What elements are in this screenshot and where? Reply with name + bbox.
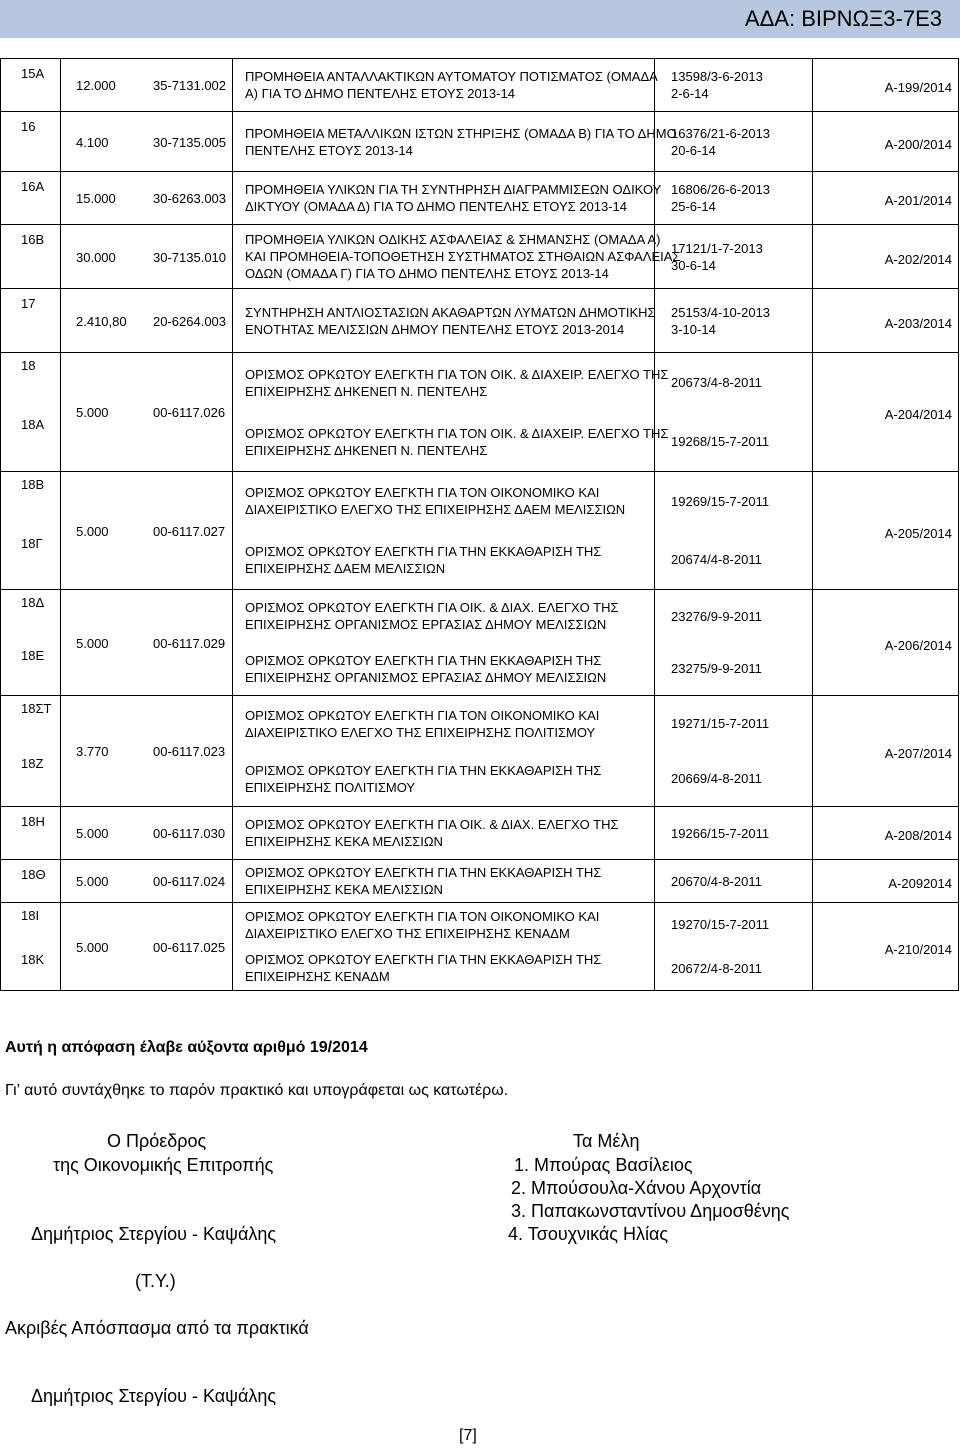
protocol-line: 19268/15-7-2011 <box>671 434 770 449</box>
amount: 2.410,80 <box>76 314 127 329</box>
protocol-line: 23276/9-9-2011 <box>671 609 762 624</box>
table-row <box>1 807 959 860</box>
item-description <box>245 762 601 796</box>
member-name: 1. Μπούρας Βασίλειος <box>514 1155 693 1175</box>
description-line: ΕΠΙΧΕΙΡΗΣΗΣ ΔΗΚΕΝΕΠ Ν. ΠΕΝΤΕΛΗΣ <box>245 384 488 399</box>
table-row <box>1 353 959 472</box>
protocol-line: 13598/3-6-2013 <box>671 69 763 84</box>
protocol-number <box>671 608 762 625</box>
description-line: ΕΠΙΧΕΙΡΗΣΗΣ ΠΟΛΙΤΙΣΜΟΥ <box>245 780 416 795</box>
president-committee: της Οικονομικής Επιτροπής <box>53 1155 274 1175</box>
protocol-line: 16806/26-6-2013 <box>671 182 771 197</box>
item-description <box>245 125 677 159</box>
description-line: ΟΡΙΣΜΟΣ ΟΡΚΩΤΟΥ ΕΛΕΓΚΤΗ ΓΙΑ ΟΙΚ. & ΔΙΑΧ. ΕΛΕΓΧΟ ΤΗΣ <box>245 817 619 832</box>
description-line: ΠΡΟΜΗΘΕΙΑ ΑΝΤΑΛΛΑΚΤΙΚΩΝ ΑΥΤΟΜΑΤΟΥ ΠΟΤΙΣΜΑΤΟΣ (ΟΜΑΔΑ <box>245 69 658 84</box>
reference-number: Α-207/2014 <box>884 746 952 761</box>
protocol-number <box>671 825 769 842</box>
item-description <box>245 707 599 741</box>
protocol-line: 20673/4-8-2011 <box>671 375 762 390</box>
item-description <box>245 304 656 338</box>
row-id: 15Α <box>21 66 45 81</box>
item-description <box>245 484 625 518</box>
item-description <box>245 816 619 850</box>
description-line: ΠΡΟΜΗΘΕΙΑ ΥΛΙΚΩΝ ΟΔΙΚΗΣ ΑΣΦΑΛΕΙΑΣ & ΣΗΜΑΝΣΗΣ (ΟΜΑΔΑ Α) <box>245 232 661 247</box>
row-id: 18Δ <box>21 595 45 610</box>
row-id: 18Ι <box>21 908 40 923</box>
description-line: ΟΡΙΣΜΟΣ ΟΡΚΩΤΟΥ ΕΛΕΓΚΤΗ ΓΙΑ ΤΟΝ ΟΙΚΟΝΟΜΙΚΟ ΚΑΙ <box>245 485 600 500</box>
description-line: ΟΡΙΣΜΟΣ ΟΡΚΩΤΟΥ ΕΛΕΓΚΤΗ ΓΙΑ ΤΗΝ ΕΚΚΑΘΑΡΙΣΗ ΤΗΣ <box>245 865 602 880</box>
row-id: 18ΣΤ <box>21 701 52 716</box>
protocol-number <box>671 181 770 215</box>
reference-number: Α-206/2014 <box>884 638 952 653</box>
president-name: Δημήτριος Στεργίου - Καψάλης <box>31 1224 277 1244</box>
protocol-number <box>671 960 762 977</box>
protocol-line: 20672/4-8-2011 <box>671 961 762 976</box>
table-row <box>1 172 959 225</box>
row-id: 18Α <box>21 417 45 432</box>
description-line: ΣΥΝΤΗΡΗΣΗ ΑΝΤΛΙΟΣΤΑΣΙΩΝ ΑΚΑΘΑΡΤΩΝ ΛΥΜΑΤΩΝ ΔΗΜΟΤΙΚΗΣ <box>245 305 656 320</box>
item-description <box>245 908 599 942</box>
description-line: ΟΡΙΣΜΟΣ ΟΡΚΩΤΟΥ ΕΛΕΓΚΤΗ ΓΙΑ ΤΟΝ ΟΙΚΟΝΟΜΙΚΟ ΚΑΙ <box>245 708 600 723</box>
description-line: ΟΡΙΣΜΟΣ ΟΡΚΩΤΟΥ ΕΛΕΓΚΤΗ ΓΙΑ ΟΙΚ. & ΔΙΑΧ. ΕΛΕΓΧΟ ΤΗΣ <box>245 600 619 615</box>
members-title: Τα Μέλη <box>573 1131 640 1151</box>
description-line: ΟΡΙΣΜΟΣ ΟΡΚΩΤΟΥ ΕΛΕΓΚΤΗ ΓΙΑ ΤΗΝ ΕΚΚΑΘΑΡΙΣΗ ΤΗΣ <box>245 763 602 778</box>
protocol-line: 19266/15-7-2011 <box>671 826 770 841</box>
protocol-number <box>671 374 762 391</box>
copy-signatory: Δημήτριος Στεργίου - Καψάλης <box>31 1386 277 1406</box>
protocol-number <box>671 715 769 732</box>
description-line: ΠΕΝΤΕΛΗΣ ΕΤΟΥΣ 2013-14 <box>245 143 413 158</box>
amount: 5.000 <box>76 874 109 889</box>
row-id: 17 <box>21 296 36 311</box>
president-title: Ο Πρόεδρος <box>107 1131 207 1151</box>
amount: 30.000 <box>76 250 116 265</box>
description-line: ΟΔΩΝ (ΟΜΑΔΑ Γ) ΓΙΑ ΤΟ ΔΗΜΟ ΠΕΝΤΕΛΗΣ ΕΤΟΥΣ 2013-14 <box>245 266 609 281</box>
protocol-line: 19270/15-7-2011 <box>671 917 770 932</box>
description-line: ΕΠΙΧΕΙΡΗΣΗΣ ΚΕΚΑ ΜΕΛΙΣΣΙΩΝ <box>245 834 443 849</box>
ty-mark: (Τ.Υ.) <box>135 1271 176 1291</box>
reference-number: Α-204/2014 <box>884 407 952 422</box>
member-name: 4. Τσουχνικάς Ηλίας <box>508 1224 669 1244</box>
protocol-number <box>671 916 769 933</box>
table-row <box>1 590 959 696</box>
amount: 5.000 <box>76 940 109 955</box>
row-id: 18Γ <box>21 535 43 551</box>
description-line: ΕΠΙΧΕΙΡΗΣΗΣ ΔΗΚΕΝΕΠ Ν. ΠΕΝΤΕΛΗΣ <box>245 443 488 458</box>
protocol-number <box>671 873 762 890</box>
description-line: ΔΙΚΤΥΟΥ (ΟΜΑΔΑ Δ) ΓΙΑ ΤΟ ΔΗΜΟ ΠΕΝΤΕΛΗΣ ΕΤΟΥΣ 2013-14 <box>245 199 628 214</box>
description-line: ΕΠΙΧΕΙΡΗΣΗΣ ΚΕΝΑΔΜ <box>245 969 390 984</box>
row-id: 16 <box>21 119 36 134</box>
budget-code: 00-6117.023 <box>153 744 226 759</box>
protocol-line: 25153/4-10-2013 <box>671 305 771 320</box>
budget-code: 00-6117.027 <box>153 524 226 539</box>
description-line: ΕΠΙΧΕΙΡΗΣΗΣ ΚΕΚΑ ΜΕΛΙΣΣΙΩΝ <box>245 882 443 897</box>
description-line: ΔΙΑΧΕΙΡΙΣΤΙΚΟ ΕΛΕΓΧΟ ΤΗΣ ΕΠΙΧΕΙΡΗΣΗΣ ΚΕΝΑΔΜ <box>245 926 570 941</box>
table-row <box>1 472 959 590</box>
member-name: 2. Μπούσουλα-Χάνου Αρχοντία <box>511 1178 762 1198</box>
row-id: 18Κ <box>21 951 45 967</box>
description-line: ΔΙΑΧΕΙΡΙΣΤΙΚΟ ΕΛΕΓΧΟ ΤΗΣ ΕΠΙΧΕΙΡΗΣΗΣ ΠΟΛΙΤΙΣΜΟΥ <box>245 725 596 740</box>
protocol-number <box>671 551 762 568</box>
protocol-line: 20669/4-8-2011 <box>671 771 762 786</box>
description-line: ΔΙΑΧΕΙΡΙΣΤΙΚΟ ΕΛΕΓΧΟ ΤΗΣ ΕΠΙΧΕΙΡΗΣΗΣ ΔΑΕΜ ΜΕΛΙΣΣΙΩΝ <box>245 502 626 517</box>
amount: 5.000 <box>76 524 109 539</box>
item-description <box>245 181 661 215</box>
protocol-number <box>671 304 770 338</box>
reference-number: Α-2092014 <box>888 876 952 891</box>
description-line: ΟΡΙΣΜΟΣ ΟΡΚΩΤΟΥ ΕΛΕΓΚΤΗ ΓΙΑ ΤΟΝ ΟΙΚ. & ΔΙΑΧΕΙΡ. ΕΛΕΓΧΟ ΤΗΣ <box>245 426 669 441</box>
reference-number: Α-203/2014 <box>884 316 952 331</box>
row-id: 18Θ <box>21 867 46 882</box>
row-id: 18Η <box>21 814 45 829</box>
reference-number: Α-201/2014 <box>884 193 952 208</box>
description-line: ΕΠΙΧΕΙΡΗΣΗΣ ΟΡΓΑΝΙΣΜΟΣ ΕΡΓΑΣΙΑΣ ΔΗΜΟΥ ΜΕΛΙΣΣΙΩΝ <box>245 617 607 632</box>
protocol-number <box>671 433 769 450</box>
budget-code: 00-6117.026 <box>153 405 226 420</box>
reference-number: Α-205/2014 <box>884 526 952 541</box>
protocol-number <box>671 770 762 787</box>
budget-code: 00-6117.030 <box>153 826 226 841</box>
budget-code: 35-7131.002 <box>153 78 227 93</box>
amount: 5.000 <box>76 826 109 841</box>
table-row <box>1 696 959 807</box>
description-line: ΟΡΙΣΜΟΣ ΟΡΚΩΤΟΥ ΕΛΕΓΚΤΗ ΓΙΑ ΤΟΝ ΟΙΚΟΝΟΜΙΚΟ ΚΑΙ <box>245 909 600 924</box>
item-description <box>245 425 668 459</box>
protocol-number <box>671 68 763 102</box>
description-line: Α) ΓΙΑ ΤΟ ΔΗΜΟ ΠΕΝΤΕΛΗΣ ΕΤΟΥΣ 2013-14 <box>245 86 515 101</box>
table-row <box>1 860 959 903</box>
page-number: [7] <box>459 1427 477 1444</box>
budget-code: 30-7135.005 <box>153 135 227 150</box>
item-description <box>245 652 606 686</box>
protocol-line: 19269/15-7-2011 <box>671 494 770 509</box>
reference-number: Α-208/2014 <box>884 828 952 843</box>
row-id: 16Β <box>21 232 45 247</box>
decision-number: Αυτή η απόφαση έλαβε αύξοντα αριθμό 19/2014 <box>5 1039 368 1056</box>
description-line: ΕΠΙΧΕΙΡΗΣΗΣ ΔΑΕΜ ΜΕΛΙΣΣΙΩΝ <box>245 561 446 576</box>
protocol-number <box>671 493 769 510</box>
table-row <box>1 289 959 353</box>
table-row <box>1 903 959 991</box>
protocol-line: 25-6-14 <box>671 199 716 214</box>
description-line: ΕΝΟΤΗΤΑΣ ΜΕΛΙΣΣΙΩΝ ΔΗΜΟΥ ΠΕΝΤΕΛΗΣ ΕΤΟΥΣ 2013-2014 <box>245 322 625 337</box>
item-description <box>245 543 601 577</box>
protocol-number <box>671 240 763 274</box>
protocol-line: 19271/15-7-2011 <box>671 716 770 731</box>
ada-header-bar <box>0 0 960 38</box>
item-description <box>245 231 680 282</box>
protocol-line: 30-6-14 <box>671 258 716 273</box>
description-line: ΠΡΟΜΗΘΕΙΑ ΜΕΤΑΛΛΙΚΩΝ ΙΣΤΩΝ ΣΤΗΡΙΞΗΣ (ΟΜΑΔΑ Β) ΓΙΑ ΤΟ ΔΗΜΟ <box>245 126 677 141</box>
item-description <box>245 366 668 400</box>
protocol-number <box>671 660 762 677</box>
amount: 3.770 <box>76 744 109 759</box>
amount: 5.000 <box>76 636 109 651</box>
row-id: 18Ε <box>21 647 45 663</box>
description-line: ΟΡΙΣΜΟΣ ΟΡΚΩΤΟΥ ΕΛΕΓΚΤΗ ΓΙΑ ΤΗΝ ΕΚΚΑΘΑΡΙΣΗ ΤΗΣ <box>245 544 602 559</box>
protocol-number <box>671 125 770 159</box>
copy-note: Ακριβές Απόσπασμα από τα πρακτικά <box>5 1318 309 1338</box>
table-row <box>1 225 959 289</box>
protocol-line: 23275/9-9-2011 <box>671 661 762 676</box>
budget-code: 00-6117.025 <box>153 940 226 955</box>
table-row <box>1 59 959 112</box>
reference-number: Α-210/2014 <box>884 942 952 957</box>
amount: 4.100 <box>76 135 109 150</box>
description-line: ΟΡΙΣΜΟΣ ΟΡΚΩΤΟΥ ΕΛΕΓΚΤΗ ΓΙΑ ΤΗΝ ΕΚΚΑΘΑΡΙΣΗ ΤΗΣ <box>245 952 602 967</box>
row-id: 18 <box>21 358 36 373</box>
budget-code: 00-6117.024 <box>153 874 226 889</box>
row-id: 18Ζ <box>21 756 44 771</box>
budget-code: 30-7135.010 <box>153 250 227 265</box>
protocol-line: 17121/1-7-2013 <box>671 241 763 256</box>
budget-code: 20-6264.003 <box>153 314 227 329</box>
budget-code: 00-6117.029 <box>153 636 226 651</box>
reference-number: Α-202/2014 <box>884 252 952 267</box>
description-line: ΕΠΙΧΕΙΡΗΣΗΣ ΟΡΓΑΝΙΣΜΟΣ ΕΡΓΑΣΙΑΣ ΔΗΜΟΥ ΜΕΛΙΣΣΙΩΝ <box>245 670 607 685</box>
item-description <box>245 951 601 985</box>
amount: 15.000 <box>76 191 116 206</box>
row-id: 18Β <box>21 477 45 492</box>
protocol-line: 16376/21-6-2013 <box>671 126 771 141</box>
protocol-line: 3-10-14 <box>671 322 716 337</box>
description-line: ΟΡΙΣΜΟΣ ΟΡΚΩΤΟΥ ΕΛΕΓΚΤΗ ΓΙΑ ΤΟΝ ΟΙΚ. & ΔΙΑΧΕΙΡ. ΕΛΕΓΧΟ ΤΗΣ <box>245 367 669 382</box>
amount: 5.000 <box>76 405 109 420</box>
protocol-line: 20670/4-8-2011 <box>671 874 762 889</box>
protocol-line: 20-6-14 <box>671 143 716 158</box>
row-id: 16Α <box>21 179 45 194</box>
amount: 12.000 <box>76 78 116 93</box>
description-line: ΠΡΟΜΗΘΕΙΑ ΥΛΙΚΩΝ ΓΙΑ ΤΗ ΣΥΝΤΗΡΗΣΗ ΔΙΑΓΡΑΜΜΙΣΕΩΝ ΟΔΙΚΟΥ <box>245 182 662 197</box>
table-row <box>1 112 959 172</box>
protocol-line: 20674/4-8-2011 <box>671 552 762 567</box>
item-description <box>245 864 601 898</box>
member-name: 3. Παπακωνσταντίνου Δημοσθένης <box>511 1201 790 1221</box>
item-description <box>245 68 658 102</box>
description-line: ΟΡΙΣΜΟΣ ΟΡΚΩΤΟΥ ΕΛΕΓΚΤΗ ΓΙΑ ΤΗΝ ΕΚΚΑΘΑΡΙΣΗ ΤΗΣ <box>245 653 602 668</box>
description-line: ΚΑΙ ΠΡΟΜΗΘΕΙΑ-ΤΟΠΟΘΕΤΗΣΗ ΣΥΣΤΗΜΑΤΟΣ ΣΤΗΘΑΙΩΝ ΑΣΦΑΛΕΙΑΣ <box>245 249 681 264</box>
reference-number: Α-200/2014 <box>884 137 952 152</box>
signature-intro: Γι’ αυτό συντάχθηκε το παρόν πρακτικό και υπογράφεται ως κατωτέρω. <box>5 1082 509 1099</box>
protocol-line: 2-6-14 <box>671 86 709 101</box>
budget-code: 30-6263.003 <box>153 191 227 206</box>
budget-table <box>0 58 959 991</box>
reference-number: Α-199/2014 <box>884 80 952 95</box>
ada-code: ΑΔΑ: ΒΙΡΝΩΞ3-7Ε3 <box>744 6 942 31</box>
item-description <box>245 599 619 633</box>
